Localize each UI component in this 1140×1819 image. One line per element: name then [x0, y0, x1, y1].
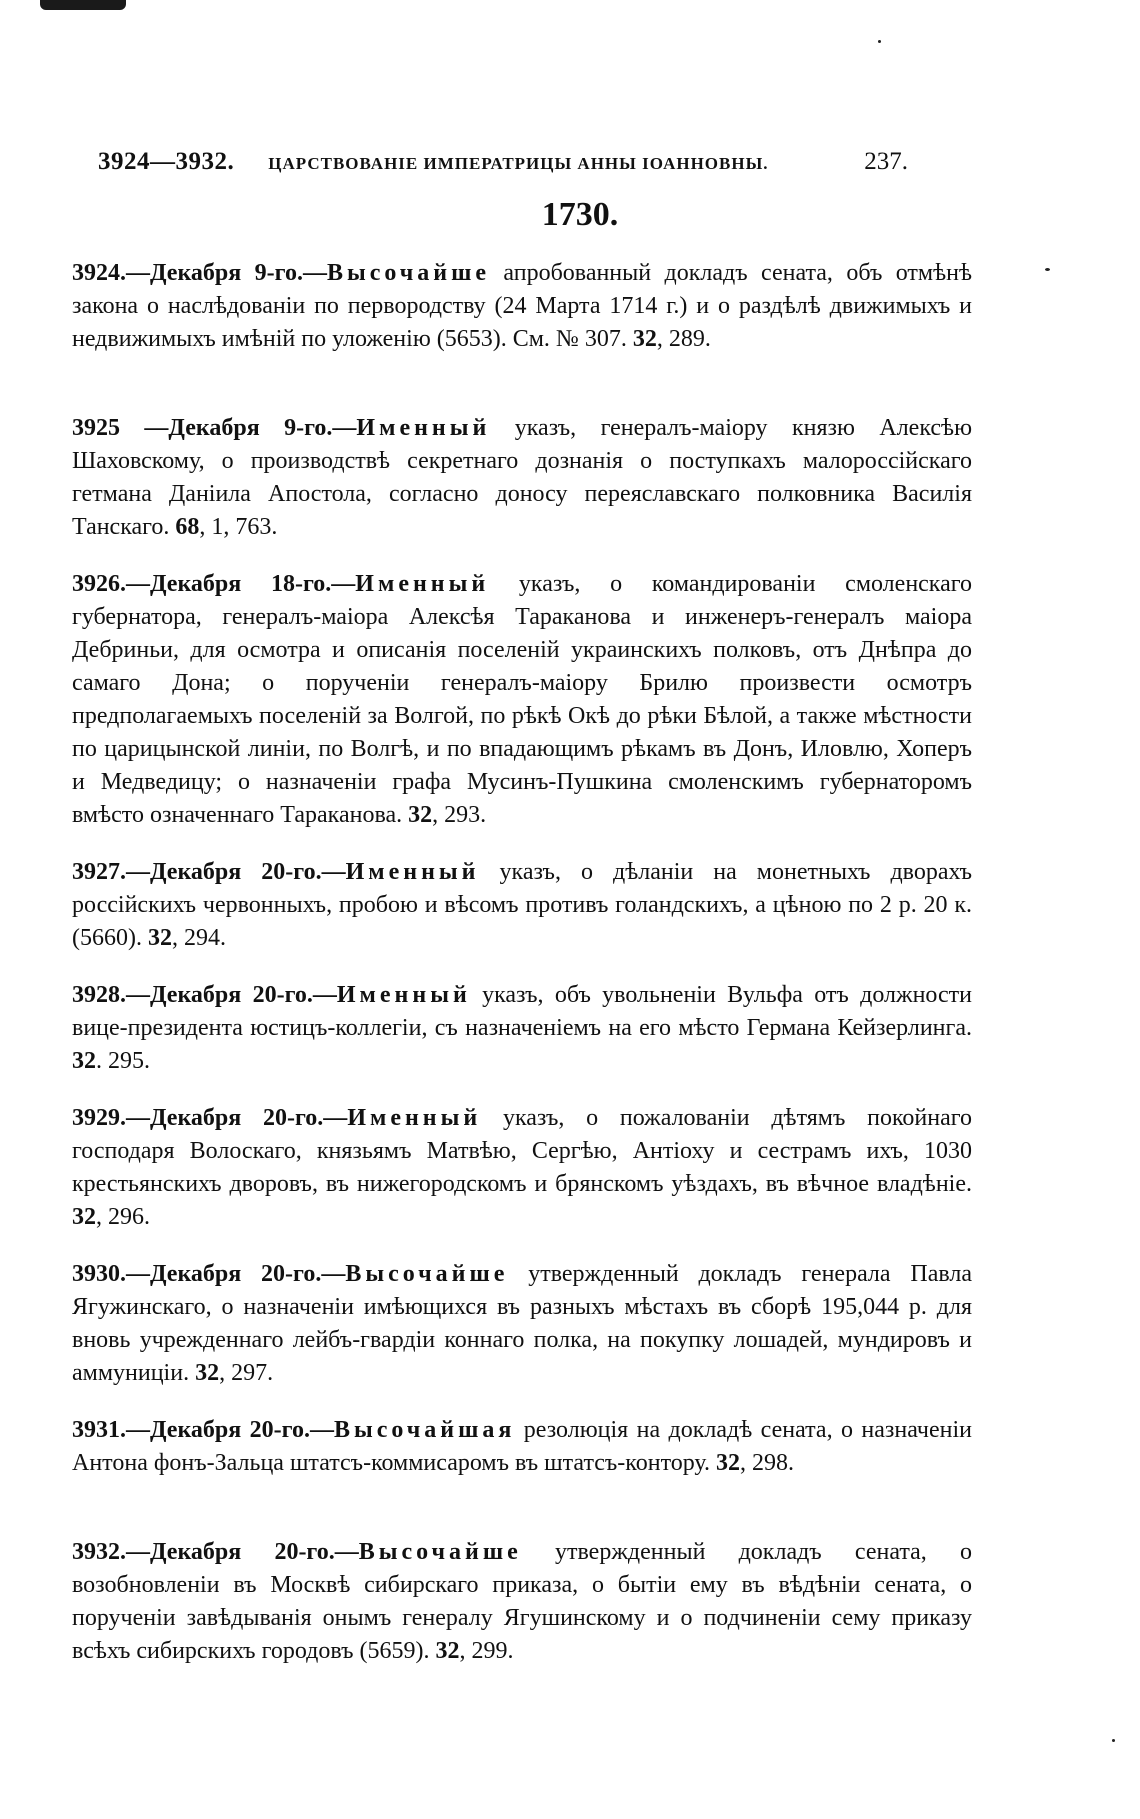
entry-3930 — [72, 1258, 972, 1390]
entry-number: 3927. — [72, 859, 126, 885]
entry-kind: Именный — [356, 415, 491, 441]
entry-3929 — [72, 1102, 972, 1234]
entry-3931 — [72, 1414, 972, 1480]
entry-date: —Декабря 20-го.— — [126, 982, 337, 1008]
entry-number: 3932. — [72, 1539, 126, 1565]
entry-3925 — [72, 412, 972, 544]
entry-text: указъ, о пожалованіи дѣтямъ покойнаго господаря Волоскаго, князьямъ Матвѣю, Сергѣю, Антіоху и сестрамъ ихъ, 1030 крестьянскихъ дворовъ, въ нижегородскомъ и брянскомъ уѣздахъ, въ вѣчное владѣніе. — [72, 1105, 973, 1197]
entry-kind: Именный — [355, 571, 490, 597]
entry-kind: Высочайшая — [333, 1417, 516, 1443]
entry-volume: 32 — [435, 1638, 460, 1664]
entry-number: 3926. — [72, 571, 126, 597]
entry-volume: 32 — [72, 1204, 96, 1230]
ink-smudge — [40, 0, 126, 10]
running-header — [98, 148, 908, 188]
ink-speck — [1112, 1739, 1115, 1742]
ink-speck — [878, 40, 881, 43]
entry-number: 3931. — [72, 1417, 126, 1443]
entry-kind: Высочайше — [326, 260, 491, 286]
entry-page: , 294. — [171, 925, 226, 951]
entry-kind: Именный — [336, 982, 471, 1008]
entry-number: 3928. — [72, 982, 126, 1008]
ink-speck — [1045, 268, 1050, 271]
entry-3927 — [72, 856, 972, 955]
entry-date: —Декабря 9-го.— — [126, 260, 327, 286]
entry-date: —Декабря 20-го.— — [126, 859, 346, 885]
entry-page: . 295. — [96, 1048, 150, 1074]
entry-text: указъ, генералъ-маіору князю Алексѣю Шаховскому, о производствѣ секретнаго дознанія о поступкахъ малороссійскаго гетмана Даніила Апостола, согласно доносу переяславскаго полковника Василія Танскаго. — [72, 415, 973, 540]
entry-page: , 297. — [219, 1360, 274, 1386]
entry-date: —Декабря 20-го.— — [126, 1105, 348, 1131]
entry-volume: 32 — [408, 802, 433, 828]
entry-page: , 298. — [740, 1450, 795, 1476]
entry-3926 — [72, 568, 972, 832]
entry-3928 — [72, 979, 972, 1078]
entry-page: , 293. — [432, 802, 487, 828]
entry-number: 3930. — [72, 1261, 126, 1287]
entry-date: —Декабря 18-го.— — [126, 571, 356, 597]
entry-volume: 68 — [175, 514, 200, 540]
entry-volume: 32 — [72, 1048, 96, 1074]
entry-text: утвержденный докладъ генерала Павла Ягужинскаго, о назначеніи имѣющихся въ разныхъ мѣстахъ въ сборѣ 195,044 р. для вновь учрежденнаго лейбъ-гвардіи коннаго полка, на покупку лошадей, мундировъ и аммуниціи. — [72, 1261, 972, 1386]
entry-kind: Высочайше — [345, 1261, 509, 1287]
entry-number: 3924. — [72, 260, 126, 286]
entry-page: , 289. — [656, 326, 711, 352]
entry-number: 3929. — [72, 1105, 126, 1131]
running-title: ЦАРСТВОВАНІЕ ИМПЕРАТРИЦЫ АННЫ ІОАННОВНЫ. — [268, 154, 769, 173]
entry-volume: 32 — [716, 1450, 741, 1476]
entry-kind: Именный — [347, 1105, 482, 1131]
entries-list — [72, 257, 972, 1668]
entry-date: —Декабря 9-го.— — [120, 415, 357, 441]
entry-volume: 32 — [147, 925, 172, 951]
entry-text: указъ, о дѣланіи на монетныхъ дворахъ россійскихъ червонныхъ, пробою и вѣсомъ противъ голандскихъ, а цѣною по 2 р. 20 к. (5660). — [72, 859, 973, 951]
entry-text: указъ, о командированіи смоленскаго губернатора, генералъ-маіора Алексѣя Тараканова и инженеръ-генералъ маіора Дебриньи, для осмотра и описанія поселеній украинскихъ полковъ, отъ Днѣпра до самаго Дона; о порученіи генералъ-маіору Брилю произвести осмотръ предполагаемыхъ поселеній за Волгой, по рѣкѣ Окѣ до рѣки Бѣлой, а также мѣстности по царицынской линіи, по Волгѣ, и по впадающимъ рѣкамъ въ Донъ, Иловлю, Хоперъ и Медведицу; о назначеніи графа Мусинъ-Пушкина смоленскимъ губернаторомъ вмѣсто означеннаго Тараканова. — [72, 571, 973, 828]
page-number: 237. — [864, 148, 908, 175]
entry-kind: Именный — [345, 859, 480, 885]
entry-date: —Декабря 20-го.— — [126, 1539, 359, 1565]
entry-page: , 299. — [459, 1638, 514, 1664]
entry-text: утвержденный докладъ сената, о возобновленіи въ Москвѣ сибирскаго приказа, о бытіи ему въ вѣдѣніи сената, о порученіи завѣдыванія онымъ генералу Ягушинскому и о подчиненіи сему приказу всѣхъ сибирскихъ городовъ (5659). — [72, 1539, 972, 1664]
entry-3924 — [72, 257, 972, 356]
year-heading: 1730. — [541, 196, 619, 233]
entry-page: , 1, 763. — [199, 514, 278, 540]
entry-page: , 296. — [96, 1204, 150, 1230]
entry-range: 3924—3932. — [98, 148, 235, 175]
entry-volume: 32 — [195, 1360, 220, 1386]
entry-kind: Высочайше — [358, 1539, 522, 1565]
entry-date: —Декабря 20-го.— — [126, 1261, 346, 1287]
entry-volume: 32 — [632, 326, 657, 352]
entry-date: —Декабря 20-го.— — [126, 1417, 334, 1443]
entry-text: апробованный докладъ сената, объ отмѣнѣ закона о наслѣдованіи по первородству (24 Марта 1714 г.) и о раздѣлѣ движимыхъ и недвижимыхъ имѣній по уложенію (5653). См. № 307. — [72, 260, 973, 352]
entry-text: резолюція на докладѣ сената, о назначеніи Антона фонъ-Зальца штатсъ-коммисаромъ въ штатсъ-контору. — [72, 1417, 972, 1476]
entry-text: указъ, объ увольненіи Вульфа отъ должности вице-президента юстицъ-коллегіи, съ назначеніемъ на его мѣсто Германа Кейзерлинга. — [72, 982, 972, 1041]
entry-number: 3925 — [72, 415, 120, 441]
entry-3932 — [72, 1536, 972, 1668]
